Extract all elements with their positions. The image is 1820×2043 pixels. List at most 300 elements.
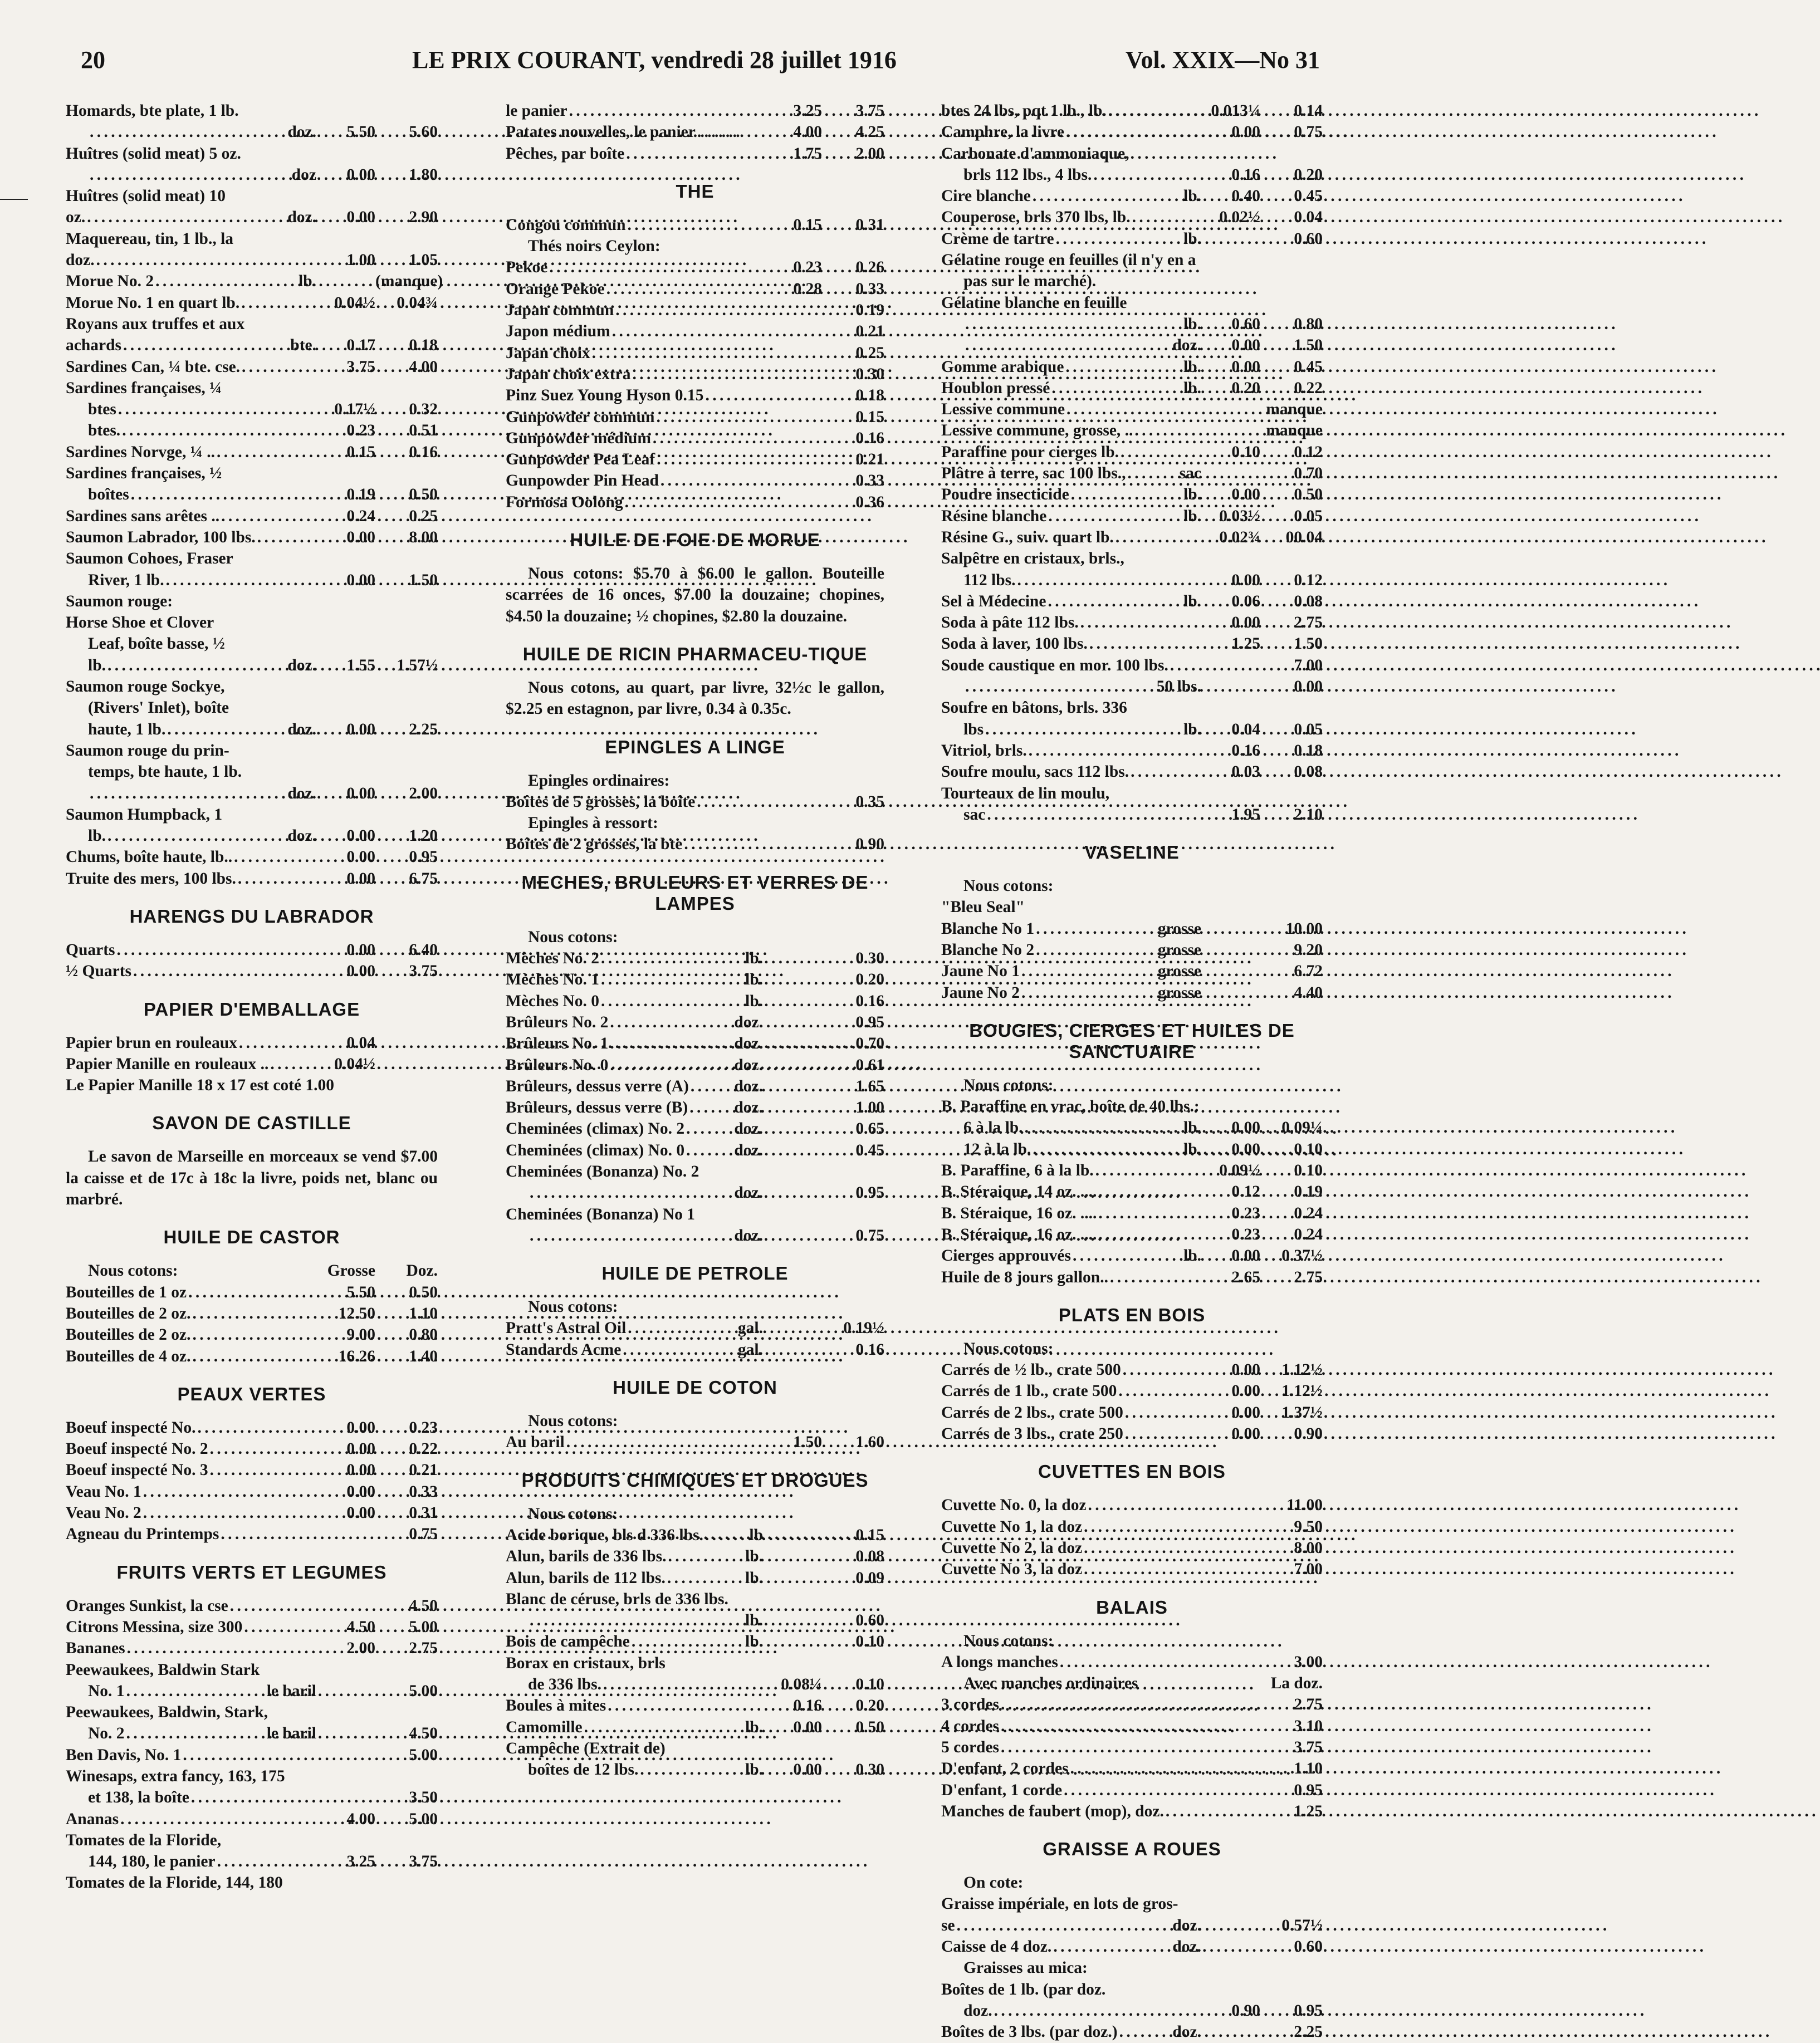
section-heading: PLATS EN BOIS	[1058, 1304, 1206, 1325]
margin-mark	[0, 199, 28, 200]
price-row	[941, 1737, 1323, 1758]
dot-leader	[567, 100, 766, 121]
price-low: 0.00	[1231, 1382, 1260, 1400]
item-unit: doz.	[287, 656, 316, 674]
price-row	[66, 633, 438, 654]
price-row	[506, 428, 884, 449]
price-row	[66, 1681, 438, 1702]
price-low: 1.00	[346, 251, 375, 270]
price-high: (manque)	[375, 272, 443, 291]
section-heading: VASELINE	[1084, 842, 1180, 863]
dot-leader	[1126, 463, 1180, 484]
dot-leader	[1097, 1181, 1205, 1202]
price-row	[506, 1012, 884, 1033]
price-low: 1.50	[793, 1433, 822, 1452]
heading-col-2: La doz.	[1270, 1674, 1323, 1693]
dot-leader	[621, 1339, 738, 1360]
price-row	[941, 633, 1323, 654]
price-row	[506, 100, 884, 121]
price-high: 2.00	[409, 784, 438, 802]
price-low: 0.04	[1231, 720, 1260, 738]
price-row	[506, 1097, 884, 1118]
price-high: 3.75	[1294, 1738, 1323, 1756]
price-row	[506, 121, 884, 143]
dot-leader	[1023, 1117, 1183, 1138]
item-name: Au baril	[506, 1433, 565, 1452]
dot-leader	[237, 1032, 320, 1054]
item-name: 112 lbs.	[963, 571, 1016, 589]
price-high: 0.31	[855, 215, 884, 234]
dot-leader	[268, 1054, 320, 1075]
price-high: 0.08	[1294, 592, 1323, 610]
item-name: Nous cotons:	[963, 1632, 1054, 1650]
item-name: lbs	[963, 720, 984, 738]
section-heading: HARENGS DU LABRADOR	[129, 905, 374, 927]
item-unit: lb.	[1183, 1247, 1201, 1265]
item-name: et 138, la boîte	[88, 1789, 189, 1807]
price-row	[941, 1936, 1323, 1957]
price-low: 0.40	[1231, 187, 1260, 205]
item-name: Boeuf inspecté No. 3	[66, 1461, 208, 1479]
item-name: Carrés de ½ lb., crate 500	[941, 1361, 1121, 1379]
price-high: 0.00	[1294, 678, 1323, 696]
dot-leader	[1088, 633, 1205, 654]
dot-leader	[1065, 399, 1205, 420]
dot-leader	[590, 342, 766, 364]
price-column-3	[941, 100, 1323, 2041]
price-row	[506, 770, 884, 791]
section-heading: PEAUX VERTES	[177, 1383, 326, 1404]
price-low: 2.00	[346, 1639, 375, 1658]
price-low: 0.00	[346, 848, 375, 866]
price-row	[66, 271, 443, 292]
price-high: 0.25	[855, 344, 884, 362]
item-name: D'enfant, 1 corde	[941, 1781, 1063, 1799]
price-row	[506, 927, 884, 948]
item-unit: lb.	[745, 949, 763, 968]
price-low: 0.19	[346, 486, 375, 504]
item-name: Carrés de 1 lb., crate 500	[941, 1382, 1117, 1400]
price-row	[506, 1182, 884, 1203]
item-name: Carbonate d'ammoniaque,	[941, 144, 1129, 163]
price-row	[66, 939, 438, 961]
price-row	[66, 1502, 438, 1523]
price-low: 0.00	[346, 1418, 375, 1437]
price-row	[506, 1653, 884, 1674]
price-low: 0.00	[1231, 1403, 1260, 1422]
item-name: Standards Acme	[506, 1340, 622, 1359]
price-row	[66, 655, 438, 676]
price-high: 0.50	[409, 1283, 438, 1301]
price-high: 0.50	[1294, 486, 1323, 504]
price-row	[66, 1787, 438, 1808]
price-low: 0.00	[1231, 1140, 1260, 1158]
price-high: 0.10	[1294, 1140, 1323, 1158]
item-name: Cuvette No. 0, la doz	[941, 1496, 1087, 1515]
price-row	[506, 1759, 884, 1780]
item-name: Soda à pâte 112 lbs.	[941, 614, 1079, 632]
price-low: 0.00	[1231, 1425, 1260, 1443]
dot-leader	[196, 1417, 320, 1438]
item-name: doz.	[963, 2001, 992, 2020]
price-high: 0.21	[855, 450, 884, 469]
price-row	[506, 470, 884, 491]
price-high: 0.30	[855, 949, 884, 968]
item-name: Thés noirs Ceylon:	[528, 237, 661, 256]
item-name: Nous cotons:	[963, 1339, 1054, 1358]
item-name: Epingles à ressort:	[528, 814, 658, 832]
price-low: 0.03½	[1219, 507, 1260, 525]
price-row	[66, 1830, 438, 1851]
price-high: 0.90	[855, 835, 884, 854]
dot-leader	[141, 1502, 320, 1523]
price-low: 0.00	[793, 1718, 822, 1736]
price-high: 0.95	[1294, 2001, 1323, 2020]
price-high: 0.70	[1294, 464, 1323, 483]
item-name: Lessive commune	[941, 400, 1065, 419]
dot-leader	[1046, 506, 1183, 527]
item-name: se	[941, 1916, 955, 1934]
text-line: pas sur le marché).	[963, 272, 1097, 291]
item-name: B. Stéraique, 16 oz. ....	[941, 1204, 1097, 1222]
dot-leader	[1046, 591, 1183, 612]
price-high: 5.00	[409, 1746, 438, 1764]
price-high: 0.50	[409, 486, 438, 504]
item-unit: lb.	[745, 1611, 763, 1630]
price-row	[66, 484, 438, 505]
price-high: 2.75	[1294, 1268, 1323, 1286]
dot-leader	[610, 321, 766, 342]
price-high: 0.08	[855, 1547, 884, 1566]
price-row	[941, 1075, 1323, 1096]
item-unit: doz.	[1172, 2023, 1201, 2041]
item-unit: 50 lbs.	[1156, 678, 1201, 696]
item-name: Veau No. 2	[66, 1504, 141, 1522]
price-high: 0.20	[1294, 165, 1323, 184]
dot-leader	[219, 506, 320, 527]
item-name: Huile de 8 jours gallon..	[941, 1268, 1108, 1286]
dot-leader	[614, 300, 766, 321]
price-low: 0.23	[793, 258, 822, 277]
item-name: Cheminées (Bonanza) No 1	[506, 1205, 696, 1223]
price-low: 0.00	[1231, 336, 1260, 355]
item-name: Cheminées (climax) No. 0	[506, 1141, 685, 1159]
price-high: 0.15	[855, 1526, 884, 1544]
dot-leader	[131, 961, 320, 982]
item-name: Japan choix	[506, 344, 590, 362]
item-name: Résine G., suiv. quart lb.	[941, 528, 1114, 546]
dot-leader	[630, 1631, 745, 1652]
item-name: B. Paraffine, 6 à la lb.	[941, 1162, 1094, 1180]
price-low: 0.16	[1231, 165, 1260, 184]
dot-leader	[242, 1616, 320, 1638]
item-unit: doz.	[734, 1141, 763, 1159]
item-name: Homards, bte plate, 1 lb.	[66, 102, 239, 120]
price-row	[66, 399, 438, 420]
item-unit: gal.	[737, 1340, 763, 1359]
price-low: 0.10	[1231, 443, 1260, 461]
dot-leader	[1108, 1267, 1205, 1288]
item-unit: lb.	[745, 1633, 763, 1651]
price-column-2	[506, 100, 884, 1982]
item-name: Bois de campêche	[506, 1633, 630, 1651]
dot-leader	[121, 335, 290, 356]
price-row	[506, 278, 884, 300]
dot-leader	[682, 834, 766, 855]
price-low: 0.15	[793, 215, 822, 234]
item-name: Soude caustique en mor. 100 lbs.	[941, 656, 1168, 674]
price-row	[506, 1567, 884, 1589]
item-unit: lb.	[1183, 1140, 1201, 1158]
item-name: Cierges approuvés	[941, 1247, 1071, 1265]
dot-leader	[232, 846, 320, 868]
item-unit: doz.	[1172, 1938, 1201, 1956]
price-high: 2.25	[409, 720, 438, 738]
price-low: 0.15	[346, 443, 375, 461]
price-row	[941, 1359, 1323, 1380]
item-name: btes.	[88, 422, 121, 440]
dot-leader	[125, 1638, 320, 1659]
price-row	[66, 1809, 438, 1830]
dot-leader	[1092, 164, 1205, 185]
dot-leader	[125, 1681, 267, 1702]
price-high: 0.09	[855, 1569, 884, 1587]
price-row	[506, 1140, 884, 1161]
item-name: B. Stéraique, 14 oz. ....	[941, 1183, 1097, 1201]
dot-leader	[191, 1346, 320, 1367]
dot-leader	[1133, 420, 1205, 441]
dot-leader	[666, 1567, 745, 1589]
price-high: 1.10	[1294, 1760, 1323, 1778]
item-name: btes 24 lbs, pqt 1 lb., lb.	[941, 102, 1107, 120]
item-unit: lb.	[1183, 720, 1201, 738]
item-unit: lb.	[745, 971, 763, 989]
item-name: On cote:	[963, 1874, 1024, 1892]
price-low: 0.03	[1231, 763, 1260, 781]
dot-leader	[1123, 1402, 1205, 1423]
dot-leader	[1064, 121, 1205, 143]
price-low: 0.00	[346, 208, 375, 227]
dot-leader	[228, 1595, 320, 1616]
item-name: Pêches, par boîte	[506, 144, 625, 163]
price-high: 0.60	[1294, 1938, 1323, 1956]
dot-leader	[1097, 1203, 1205, 1224]
price-low: 0.24	[346, 507, 375, 525]
price-high: 0.95	[855, 1184, 884, 1202]
item-name: Couperose, brls 370 lbs, lb.	[941, 208, 1131, 227]
price-high: 3.75	[409, 962, 438, 981]
price-high: 0.18	[855, 386, 884, 405]
price-low: 0.04½	[334, 293, 375, 312]
item-name: Leaf, boîte basse, ½	[88, 635, 225, 653]
dot-leader	[626, 1317, 738, 1339]
price-row	[66, 1702, 438, 1723]
item-name: Camphre, la livre	[941, 123, 1064, 141]
item-name: achards	[66, 336, 121, 355]
dot-leader	[651, 428, 766, 449]
price-row	[941, 442, 1323, 463]
item-name: Nous cotons:	[528, 1505, 618, 1523]
item-name: Sardines Norvge, ¼ ..	[66, 443, 215, 461]
price-row	[941, 697, 1323, 718]
item-name: Patates nouvelles, le panier	[506, 123, 696, 141]
text-line: Le Papier Manille 18 x 17 est coté 1.00	[66, 1076, 335, 1095]
price-row	[506, 1589, 884, 1610]
item-name: Gunpowder médium	[506, 429, 651, 447]
dot-leader	[1168, 655, 1205, 676]
price-low: 5.50	[346, 1283, 375, 1301]
item-unit: doz.	[734, 1120, 763, 1138]
section-heading: THE	[676, 180, 715, 202]
item-unit: doz.	[287, 208, 316, 227]
price-row	[66, 228, 438, 249]
price-row	[506, 1410, 884, 1432]
price-row	[941, 982, 1323, 1003]
price-row	[506, 1055, 884, 1076]
item-name: "Bleu Seal"	[941, 898, 1025, 917]
item-name: Lessive commune, grosse, ..	[941, 422, 1133, 440]
price-row	[941, 1716, 1323, 1737]
price-row	[506, 1339, 884, 1360]
dot-leader	[219, 1523, 320, 1545]
item-name: Mèches No. 2	[506, 949, 599, 968]
item-name: Gunpowder Pea Leaf	[506, 450, 655, 469]
item-name: Japan commun	[506, 301, 614, 320]
price-row	[941, 335, 1323, 356]
price-high: 6.40	[409, 940, 438, 959]
dot-leader	[605, 278, 766, 300]
dot-leader	[963, 676, 1157, 697]
price-high: 0.18	[1294, 741, 1323, 760]
dot-leader	[88, 783, 287, 804]
heading-label: Avec manches ordinaires	[963, 1674, 1138, 1693]
dot-leader	[1050, 378, 1183, 399]
price-high: 8.00	[1294, 1539, 1323, 1557]
dot-leader	[985, 804, 1205, 825]
item-name: No. 2	[88, 1724, 125, 1743]
item-name: Peewaukees, Baldwin, Stark,	[66, 1703, 268, 1722]
price-high: 0.45	[1294, 187, 1323, 205]
item-unit: doz.	[287, 720, 316, 738]
price-row	[506, 1674, 884, 1695]
page-header	[56, 46, 1320, 85]
price-row	[506, 1610, 884, 1631]
dot-leader	[1015, 570, 1205, 591]
price-row	[66, 164, 438, 185]
price-low: 2.65	[1231, 1268, 1260, 1286]
item-name: Pekoe	[506, 258, 548, 277]
price-high: 1.37½	[1281, 1403, 1323, 1422]
dot-leader	[1051, 1936, 1172, 1957]
item-name: Truite des mers, 100 lbs.	[66, 869, 236, 888]
item-name: Nous cotons:	[528, 1412, 618, 1430]
price-low: 1.95	[1231, 805, 1260, 824]
item-name: B. Stéraique, 16 oz. ....	[941, 1225, 1097, 1243]
dot-leader	[659, 470, 766, 491]
price-low: 0.90	[1231, 2001, 1260, 2020]
dot-leader	[208, 1438, 320, 1459]
item-unit: lb.	[1183, 486, 1201, 504]
item-name: Gunpowder commun	[506, 408, 655, 426]
item-name: Winesaps, extra fancy, 163, 175	[66, 1767, 285, 1785]
price-low: 9.00	[346, 1326, 375, 1344]
section-heading: BALAIS	[1096, 1596, 1168, 1618]
item-name: Mèches No. 0	[506, 992, 599, 1010]
price-row	[941, 1801, 1323, 1822]
section-heading: PAPIER D'EMBALLAGE	[143, 998, 360, 1020]
price-row	[506, 492, 884, 513]
item-name: Pratt's Astral Oil	[506, 1319, 627, 1337]
price-high: 7.00	[1294, 656, 1323, 674]
dot-leader	[654, 406, 766, 428]
item-name: Cheminées (Bonanza) No. 2	[506, 1162, 699, 1180]
dot-leader	[1031, 185, 1183, 207]
dot-leader	[684, 1118, 734, 1139]
section-paragraph: Nous cotons, au quart, par livre, 32½c le gallon, $2.25 en estagnon, par livre, 0.34 à 0.35c.	[506, 678, 884, 718]
volume-issue: Vol. XXIX—No 31	[1125, 46, 1320, 74]
price-high: 0.45	[1294, 357, 1323, 376]
item-name: Morue No. 2	[66, 272, 154, 291]
item-unit: lb.	[1183, 1119, 1201, 1137]
item-name: Cuvette No 1, la doz	[941, 1517, 1083, 1536]
price-high: 1.60	[855, 1433, 884, 1452]
dot-leader	[1117, 1380, 1205, 1402]
dot-leader	[1107, 100, 1205, 121]
dot-leader	[189, 1787, 320, 1808]
dot-leader	[106, 655, 287, 676]
price-low: 0.00	[346, 784, 375, 802]
price-row	[66, 143, 438, 164]
item-name: Papier Manille en rouleaux ..	[66, 1055, 269, 1073]
price-high: 1.80	[409, 165, 438, 184]
price-low: 0.00	[1231, 486, 1260, 504]
dot-leader	[1119, 442, 1205, 463]
price-row	[66, 1459, 438, 1481]
price-high: 0.26	[855, 258, 884, 277]
price-high: 0.33	[855, 472, 884, 490]
item-name: boîtes	[88, 486, 129, 504]
price-low: 0.00	[1231, 571, 1260, 589]
price-high: 0.80	[1294, 315, 1323, 333]
price-high: 1.10	[409, 1304, 438, 1322]
price-row	[941, 655, 1323, 676]
item-name: Pinz Suez Young Hyson 0.15	[506, 386, 704, 405]
price-high: 1.57½	[397, 656, 438, 674]
price-low: 0.04	[346, 1033, 375, 1052]
item-unit: lb.	[1183, 592, 1201, 610]
price-high: 0.05	[1294, 720, 1323, 738]
item-name: Cheminées (climax) No. 2	[506, 1120, 685, 1138]
price-row	[66, 207, 438, 228]
price-high: 3.75	[855, 102, 884, 120]
item-unit: gal.	[737, 1319, 763, 1337]
dot-leader	[236, 868, 320, 889]
item-name: lb.	[88, 827, 106, 845]
dot-leader	[88, 121, 287, 143]
price-high: 0.05	[1294, 507, 1323, 525]
item-name: Epingles ordinaires:	[528, 771, 670, 790]
price-row	[66, 506, 438, 527]
price-row	[66, 1723, 438, 1744]
price-high: 1.20	[409, 827, 438, 845]
item-unit: lb.	[1183, 315, 1201, 333]
price-row	[66, 527, 438, 548]
price-row	[941, 1139, 1323, 1160]
item-name: Saumon Cohoes, Fraser	[66, 550, 233, 568]
price-high: 00.04	[1285, 528, 1323, 546]
price-row	[66, 185, 438, 207]
price-high: 0.20	[855, 1697, 884, 1715]
